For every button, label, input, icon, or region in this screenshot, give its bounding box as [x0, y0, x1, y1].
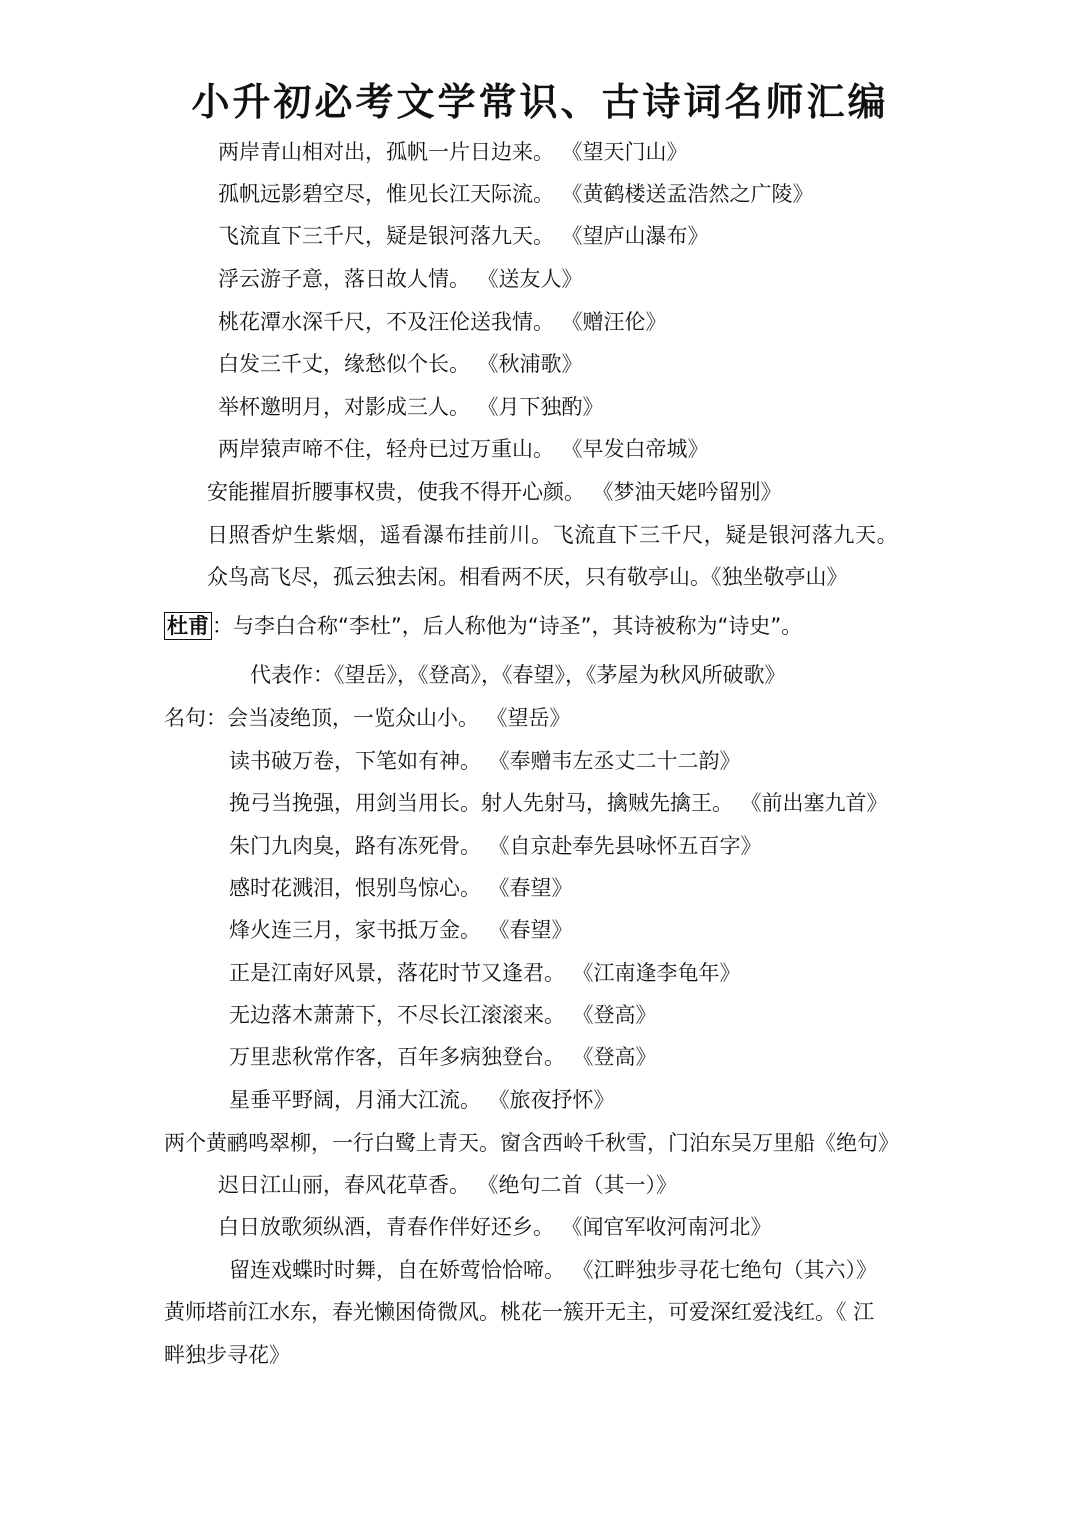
- poem-line: 畔独步寻花》: [164, 1343, 290, 1367]
- poem-title: 《望天门山》: [572, 140, 688, 164]
- poem-line: 两岸青山相对出，孤帆一片日边来。 《望天门山》: [218, 140, 688, 164]
- poem-title: 《独坐敬亭山》: [711, 565, 848, 589]
- poem-line: 读书破万卷，下笔如有神。 《奉赠韦左丞丈二十二韵》: [229, 749, 741, 773]
- poem-title: 《江南逢李龟年》: [583, 961, 741, 985]
- poem-title: 《登高》: [583, 1045, 657, 1069]
- poem-line: 白发三千丈，缘愁似个长。 《秋浦歌》: [218, 352, 583, 376]
- poem-line: 桃花潭水深千尺，不及汪伦送我情。 《赠汪伦》: [218, 310, 667, 334]
- poem-title: 《送友人》: [488, 267, 583, 291]
- poem-title: 《登高》: [583, 1003, 657, 1027]
- poet-intro: 杜甫 ：与李白合称“李杜”，后人称他为“诗圣”，其诗被称为“诗史”。: [164, 612, 802, 640]
- poem-title: 《早发白帝城》: [572, 437, 709, 461]
- poem-line: 浮云游子意，落日故人情。 《送友人》: [218, 267, 583, 291]
- poem-line: 两个黄鹂鸣翠柳，一行白鹭上青天。窗含西岭千秋雪，门泊东吴万里船《绝句》: [164, 1131, 899, 1155]
- poem-line: 黄师塔前江水东，春光懒困倚微风。桃花一簇开无主，可爱深红爱浅红。《 江: [164, 1300, 875, 1324]
- poem-line: 烽火连三月，家书抵万金。 《春望》: [229, 918, 573, 942]
- famous-lines-label: 名句：: [164, 706, 227, 730]
- poem-line: 名句：会当凌绝顶，一览众山小。 《望岳》: [164, 706, 571, 730]
- poem-line: 孤帆远影碧空尽，惟见长江天际流。 《黄鹤楼送孟浩然之广陵》: [218, 182, 814, 206]
- poem-title: 《月下独酌》: [488, 395, 604, 419]
- poem-line: 无边落木萧萧下，不尽长江滚滚来。 《登高》: [229, 1003, 657, 1027]
- poem-title: 《赠汪伦》: [572, 310, 667, 334]
- poem-title: 《前出塞九首》: [751, 791, 888, 815]
- poem-title: 《旅夜抒怀》: [499, 1088, 615, 1112]
- page-title: 小升初必考文学常识、古诗词名师汇编: [191, 80, 889, 124]
- poem-line: 安能摧眉折腰事权贵，使我不得开心颜。 《梦油天姥吟留别》: [207, 480, 782, 504]
- poem-title: 《闻官军收河南河北》: [572, 1215, 772, 1239]
- poem-line: 万里悲秋常作客，百年多病独登台。 《登高》: [229, 1045, 657, 1069]
- poem-line: 星垂平野阔，月涌大江流。 《旅夜抒怀》: [229, 1088, 615, 1112]
- poem-title: 《绝句》: [815, 1131, 899, 1155]
- poem-title: 《秋浦歌》: [488, 352, 583, 376]
- poem-line: 飞流直下三千尺，疑是银河落九天。 《望庐山瀑布》: [218, 224, 709, 248]
- poem-title: 《江畔独步寻花七绝句（其六）》: [583, 1258, 877, 1282]
- poet-name-box: 杜甫: [164, 612, 212, 640]
- poem-title: 《望岳》: [497, 706, 571, 730]
- poem-line: 两岸猿声啼不住，轻舟已过万重山。 《早发白帝城》: [218, 437, 709, 461]
- poem-title: 《望庐山瀑布》: [572, 224, 709, 248]
- poem-line: 朱门九肉臭，路有冻死骨。 《自京赴奉先县咏怀五百字》: [229, 834, 762, 858]
- representative-works: 代表作：《望岳》，《登高》，《春望》，《茅屋为秋风所破歌》: [250, 663, 786, 687]
- poem-line: 举杯邀明月，对影成三人。 《月下独酌》: [218, 395, 604, 419]
- poem-title: 《黄鹤楼送孟浩然之广陵》: [572, 182, 814, 206]
- poem-line: 日照香炉生紫烟，遥看瀑布挂前川。飞流直下三千尺，疑是银河落九天。: [207, 523, 899, 547]
- poem-line: 感时花溅泪，恨别鸟惊心。 《春望》: [229, 876, 573, 900]
- poem-line: 挽弓当挽强，用剑当用长。射人先射马，擒贼先擒王。 《前出塞九首》: [229, 791, 888, 815]
- poem-line: 迟日江山丽，春风花草香。 《绝句二首（其一）》: [218, 1173, 677, 1197]
- poem-line: 众鸟高飞尽，孤云独去闲。相看两不厌，只有敬亭山。《独坐敬亭山》: [207, 565, 848, 589]
- poem-line: 正是江南好风景，落花时节又逢君。 《江南逢李龟年》: [229, 961, 741, 985]
- poem-line: 留连戏蝶时时舞，自在娇莺恰恰啼。 《江畔独步寻花七绝句（其六）》: [229, 1258, 877, 1282]
- poem-title: 《自京赴奉先县咏怀五百字》: [499, 834, 762, 858]
- poem-title: 《梦油天姥吟留别》: [603, 480, 782, 504]
- poem-title: 《绝句二首（其一）》: [488, 1173, 677, 1197]
- poem-title: 《春望》: [499, 918, 573, 942]
- poem-title: 《春望》: [499, 876, 573, 900]
- poem-line: 白日放歌须纵酒，青春作伴好还乡。 《闻官军收河南河北》: [218, 1215, 772, 1239]
- poem-title: 《奉赠韦左丞丈二十二韵》: [499, 749, 741, 773]
